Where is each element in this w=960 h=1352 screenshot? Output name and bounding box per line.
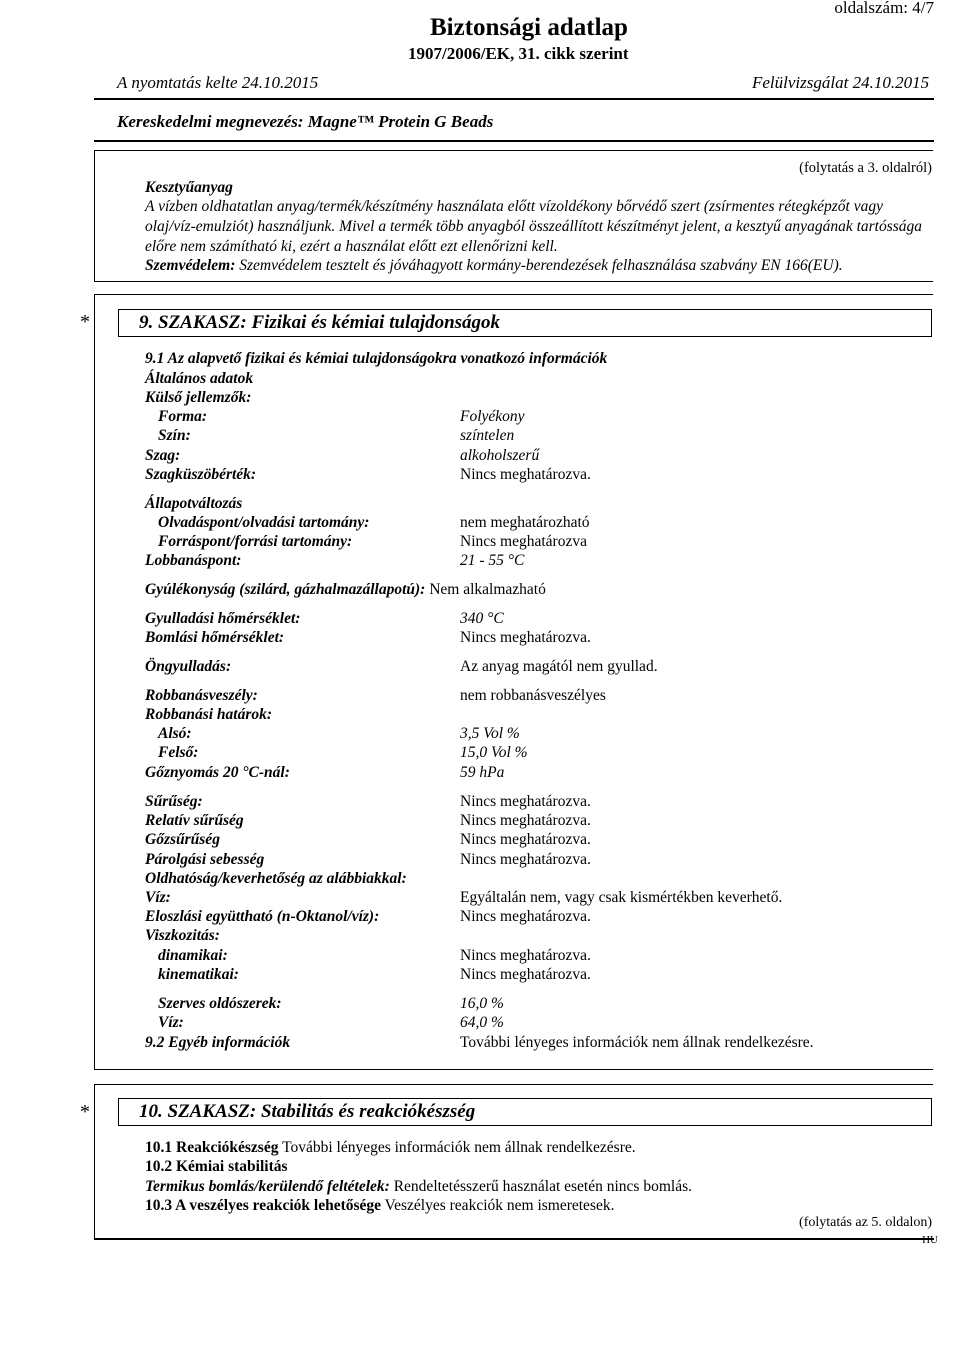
solubility-heading <box>145 870 407 888</box>
eye-protection-label: Szemvédelem: <box>145 257 236 274</box>
prop-value: Nem alkalmazható <box>429 581 546 598</box>
prop-value: Nincs meghatározva. <box>460 947 591 964</box>
prop-melting-point <box>158 514 369 532</box>
prop-odor-threshold <box>145 466 256 484</box>
prop-value: 59 hPa <box>460 764 505 781</box>
prop-value: 340 °C <box>460 610 504 627</box>
prop-value: Nincs meghatározva. <box>460 966 591 983</box>
prop-label: Relatív sűrűség <box>145 812 244 829</box>
trade-name: Kereskedelmi megnevezés: Magne™ Protein G Beads <box>117 112 494 131</box>
prop-label: Gyúlékonyság (szilárd, gázhalmazállapotú): <box>145 581 426 598</box>
reactivity-label: 10.1 Reakciókészség <box>145 1139 279 1156</box>
prop-upper-limit <box>158 744 198 762</box>
prop-label: Gőzsűrűség <box>145 831 220 848</box>
prop-value: nem meghatározható <box>460 514 590 531</box>
prop-kinematic-viscosity <box>158 966 239 984</box>
prop-self-ignition <box>145 658 231 676</box>
prop-label: Oldhatóság/keverhetőség az alábbiakkal: <box>145 870 407 887</box>
prop-value: 15,0 Vol % <box>460 744 528 761</box>
prop-label: Szagküszöbérték: <box>145 466 257 483</box>
prop-value: alkoholszerű <box>460 447 540 464</box>
continued-from-note: (folytatás a 3. oldalról) <box>799 160 932 176</box>
reactivity-text: További lényeges információk nem állnak rendelkezésre. <box>282 1139 636 1156</box>
prop-ignition-temp <box>145 610 300 628</box>
prop-label: Olvadáspont/olvadási tartomány: <box>158 514 370 531</box>
prop-explosion-hazard <box>145 687 258 705</box>
prop-label: Állapotváltozás <box>145 495 243 512</box>
prop-value: 16,0 % <box>460 995 504 1012</box>
prop-label: Öngyulladás: <box>145 658 232 675</box>
prop-label: Gyulladási hőmérséklet: <box>145 610 301 627</box>
prop-label: Párolgási sebesség <box>145 851 265 868</box>
eye-protection <box>145 257 843 275</box>
prop-value: Nincs meghatározva. <box>460 851 591 868</box>
prop-label: Robbanási határok: <box>145 706 273 723</box>
prop-value: További lényeges információk nem állnak rendelkezésre. <box>460 1034 814 1051</box>
prop-value: 64,0 % <box>460 1014 504 1031</box>
prop-label: kinematikai: <box>158 966 239 983</box>
prop-value: Nincs meghatározva. <box>460 793 591 810</box>
glove-heading: Kesztyűanyag <box>145 179 233 196</box>
continued-to-note: (folytatás az 5. oldalon) <box>799 1215 932 1230</box>
prop-value: Folyékony <box>460 408 525 425</box>
prop-decomposition-temp <box>145 629 284 647</box>
general-data-heading: Általános adatok <box>145 370 254 387</box>
prop-form <box>158 408 207 426</box>
prop-label: Szerves oldószerek: <box>158 995 282 1012</box>
prop-partition-coefficient <box>145 908 379 926</box>
prop-value: Nincs meghatározva. <box>460 908 591 925</box>
language-code: HU <box>922 1234 938 1246</box>
prop-flash-point <box>145 552 241 570</box>
document-subtitle: 1907/2006/EK, 31. cikk szerint <box>408 44 629 63</box>
section10-1 <box>145 1139 636 1157</box>
document-title: Biztonsági adatlap <box>430 14 628 41</box>
prop-water-solubility <box>145 889 171 907</box>
prop-value: színtelen <box>460 427 515 444</box>
section9-2-other-info <box>145 1034 290 1052</box>
prop-label: dinamikai: <box>158 947 228 964</box>
prop-label: Robbanásveszély: <box>145 687 258 704</box>
prop-label: Szín: <box>158 427 191 444</box>
glove-text: A vízben oldhatatlan anyag/termék/készítmény használata előtt vízoldékony bőrvédő szert (zsírmentes rétegképzőt vagy olaj/víz-emulziót) használjunk. Mivel a termék több anyagból összeállított készítményt jelent, a kesztyű anyagának tartóssága előre nem számítható ki, ezért a használat előtt ezt ellenőrizni kell. <box>145 198 923 255</box>
thermal-decomposition-text: Rendeltetésszerű használat esetén nincs bomlás. <box>393 1178 692 1195</box>
prop-value: Nincs meghatározva. <box>460 812 591 829</box>
prop-value: nem robbanásveszélyes <box>460 687 606 704</box>
prop-relative-density <box>145 812 244 830</box>
prop-label: Forráspont/forrási tartomány: <box>158 533 353 550</box>
prop-label: Forma: <box>158 408 208 425</box>
prop-label: Alsó: <box>158 725 192 742</box>
prop-value: Nincs meghatározva. <box>460 831 591 848</box>
prop-value: Egyáltalán nem, vagy csak kismértékben keverhető. <box>460 889 783 906</box>
prop-label: Bomlási hőmérséklet: <box>145 629 285 646</box>
section10-change-marker: * <box>80 1101 90 1123</box>
prop-label: Lobbanáspont: <box>145 552 242 569</box>
section9-change-marker: * <box>80 311 90 333</box>
header-rule-bottom <box>94 140 934 142</box>
prop-water-content <box>158 1014 184 1032</box>
prop-lower-limit <box>158 725 192 743</box>
eye-protection-text: Szemvédelem tesztelt és jóváhagyott kormány-berendezések felhasználása szabvány EN 166(EU). <box>239 257 843 274</box>
prop-value: Az anyag magától nem gyullad. <box>460 658 658 675</box>
prop-label: Felső: <box>158 744 199 761</box>
section10-title: 10. SZAKASZ: Stabilitás és reakciókészség <box>118 1098 932 1126</box>
thermal-decomposition <box>145 1178 692 1196</box>
prop-value: Nincs meghatározva. <box>460 466 591 483</box>
prop-odor <box>145 447 180 465</box>
hazardous-reactions-label: 10.3 A veszélyes reakciók lehetősége <box>145 1197 382 1214</box>
section10-2: 10.2 Kémiai stabilitás <box>145 1158 288 1175</box>
prop-label: Víz: <box>158 1014 184 1031</box>
explosion-limits-heading <box>145 706 272 724</box>
state-change-heading <box>145 495 242 513</box>
section10-3 <box>145 1197 614 1215</box>
print-date: A nyomtatás kelte 24.10.2015 <box>117 73 319 92</box>
prop-label: Gőznyomás 20 °C-nál: <box>145 764 290 781</box>
prop-density <box>145 793 203 811</box>
prop-label: Viszkozitás: <box>145 927 220 944</box>
section9-1-heading: 9.1 Az alapvető fizikai és kémiai tulajdonságokra vonatkozó információk <box>145 350 608 367</box>
prop-evaporation-rate <box>145 851 264 869</box>
prop-dynamic-viscosity <box>158 947 228 965</box>
prop-vapor-density <box>145 831 220 849</box>
prop-value: 3,5 Vol % <box>460 725 520 742</box>
prop-label: 9.2 Egyéb információk <box>145 1034 291 1051</box>
header-rule-top <box>94 98 934 100</box>
prop-value: 21 - 55 °C <box>460 552 525 569</box>
prop-vapor-pressure <box>145 764 290 782</box>
prop-color <box>158 427 191 445</box>
viscosity-heading <box>145 927 220 945</box>
prop-value: Nincs meghatározva. <box>460 629 591 646</box>
prop-label: Víz: <box>145 889 171 906</box>
prop-label: Szag: <box>145 447 181 464</box>
hazardous-reactions-text: Veszélyes reakciók nem ismeretesek. <box>384 1197 615 1214</box>
prop-value: Nincs meghatározva <box>460 533 587 550</box>
prop-organic-solvents <box>158 995 282 1013</box>
thermal-decomposition-label: Termikus bomlás/kerülendő feltételek: <box>145 1178 390 1195</box>
prop-label: Sűrűség: <box>145 793 203 810</box>
page-number: oldalszám: 4/7 <box>834 0 934 17</box>
appearance-heading: Külső jellemzők: <box>145 389 252 406</box>
prop-boiling-point <box>158 533 352 551</box>
revision-date: Felülvizsgálat 24.10.2015 <box>752 73 930 92</box>
section9-title: 9. SZAKASZ: Fizikai és kémiai tulajdonságok <box>118 309 932 337</box>
footer-rule <box>94 1238 934 1240</box>
prop-label: Eloszlási együttható (n-Oktanol/víz): <box>145 908 380 925</box>
prop-flammability <box>145 581 546 599</box>
